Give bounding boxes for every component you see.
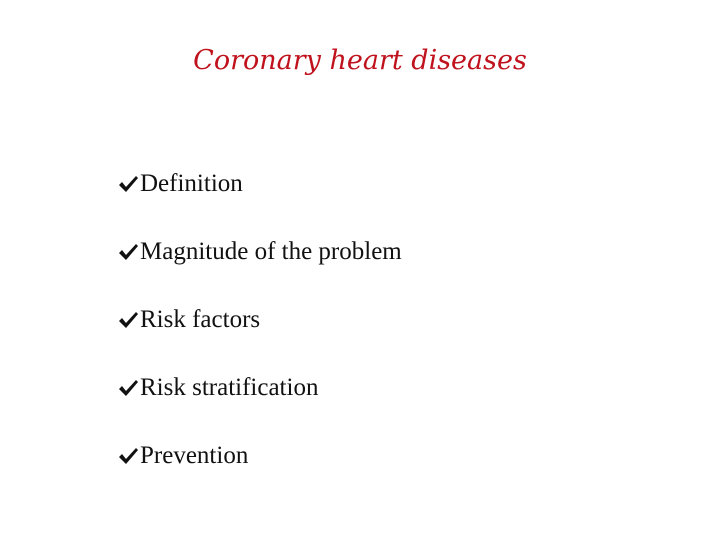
- list-item-label: Definition: [140, 170, 243, 197]
- list-item-magnitude: [117, 218, 402, 286]
- check-icon: [117, 445, 139, 467]
- bullet-list: [117, 150, 402, 490]
- check-icon: [117, 173, 139, 195]
- slide-title: Coronary heart diseases: [193, 45, 527, 76]
- list-item-label: Risk factors: [140, 306, 261, 333]
- list-item-definition: [117, 150, 402, 218]
- list-item-prevention: [117, 422, 402, 490]
- list-item-label: Prevention: [140, 442, 249, 469]
- list-item-label: Risk stratification: [140, 374, 319, 401]
- list-item-risk-stratification: [117, 354, 402, 422]
- list-item-risk-factors: [117, 286, 402, 354]
- list-item-label: Magnitude of the problem: [140, 238, 402, 265]
- check-icon: [117, 241, 139, 263]
- check-icon: [117, 309, 139, 331]
- check-icon: [117, 377, 139, 399]
